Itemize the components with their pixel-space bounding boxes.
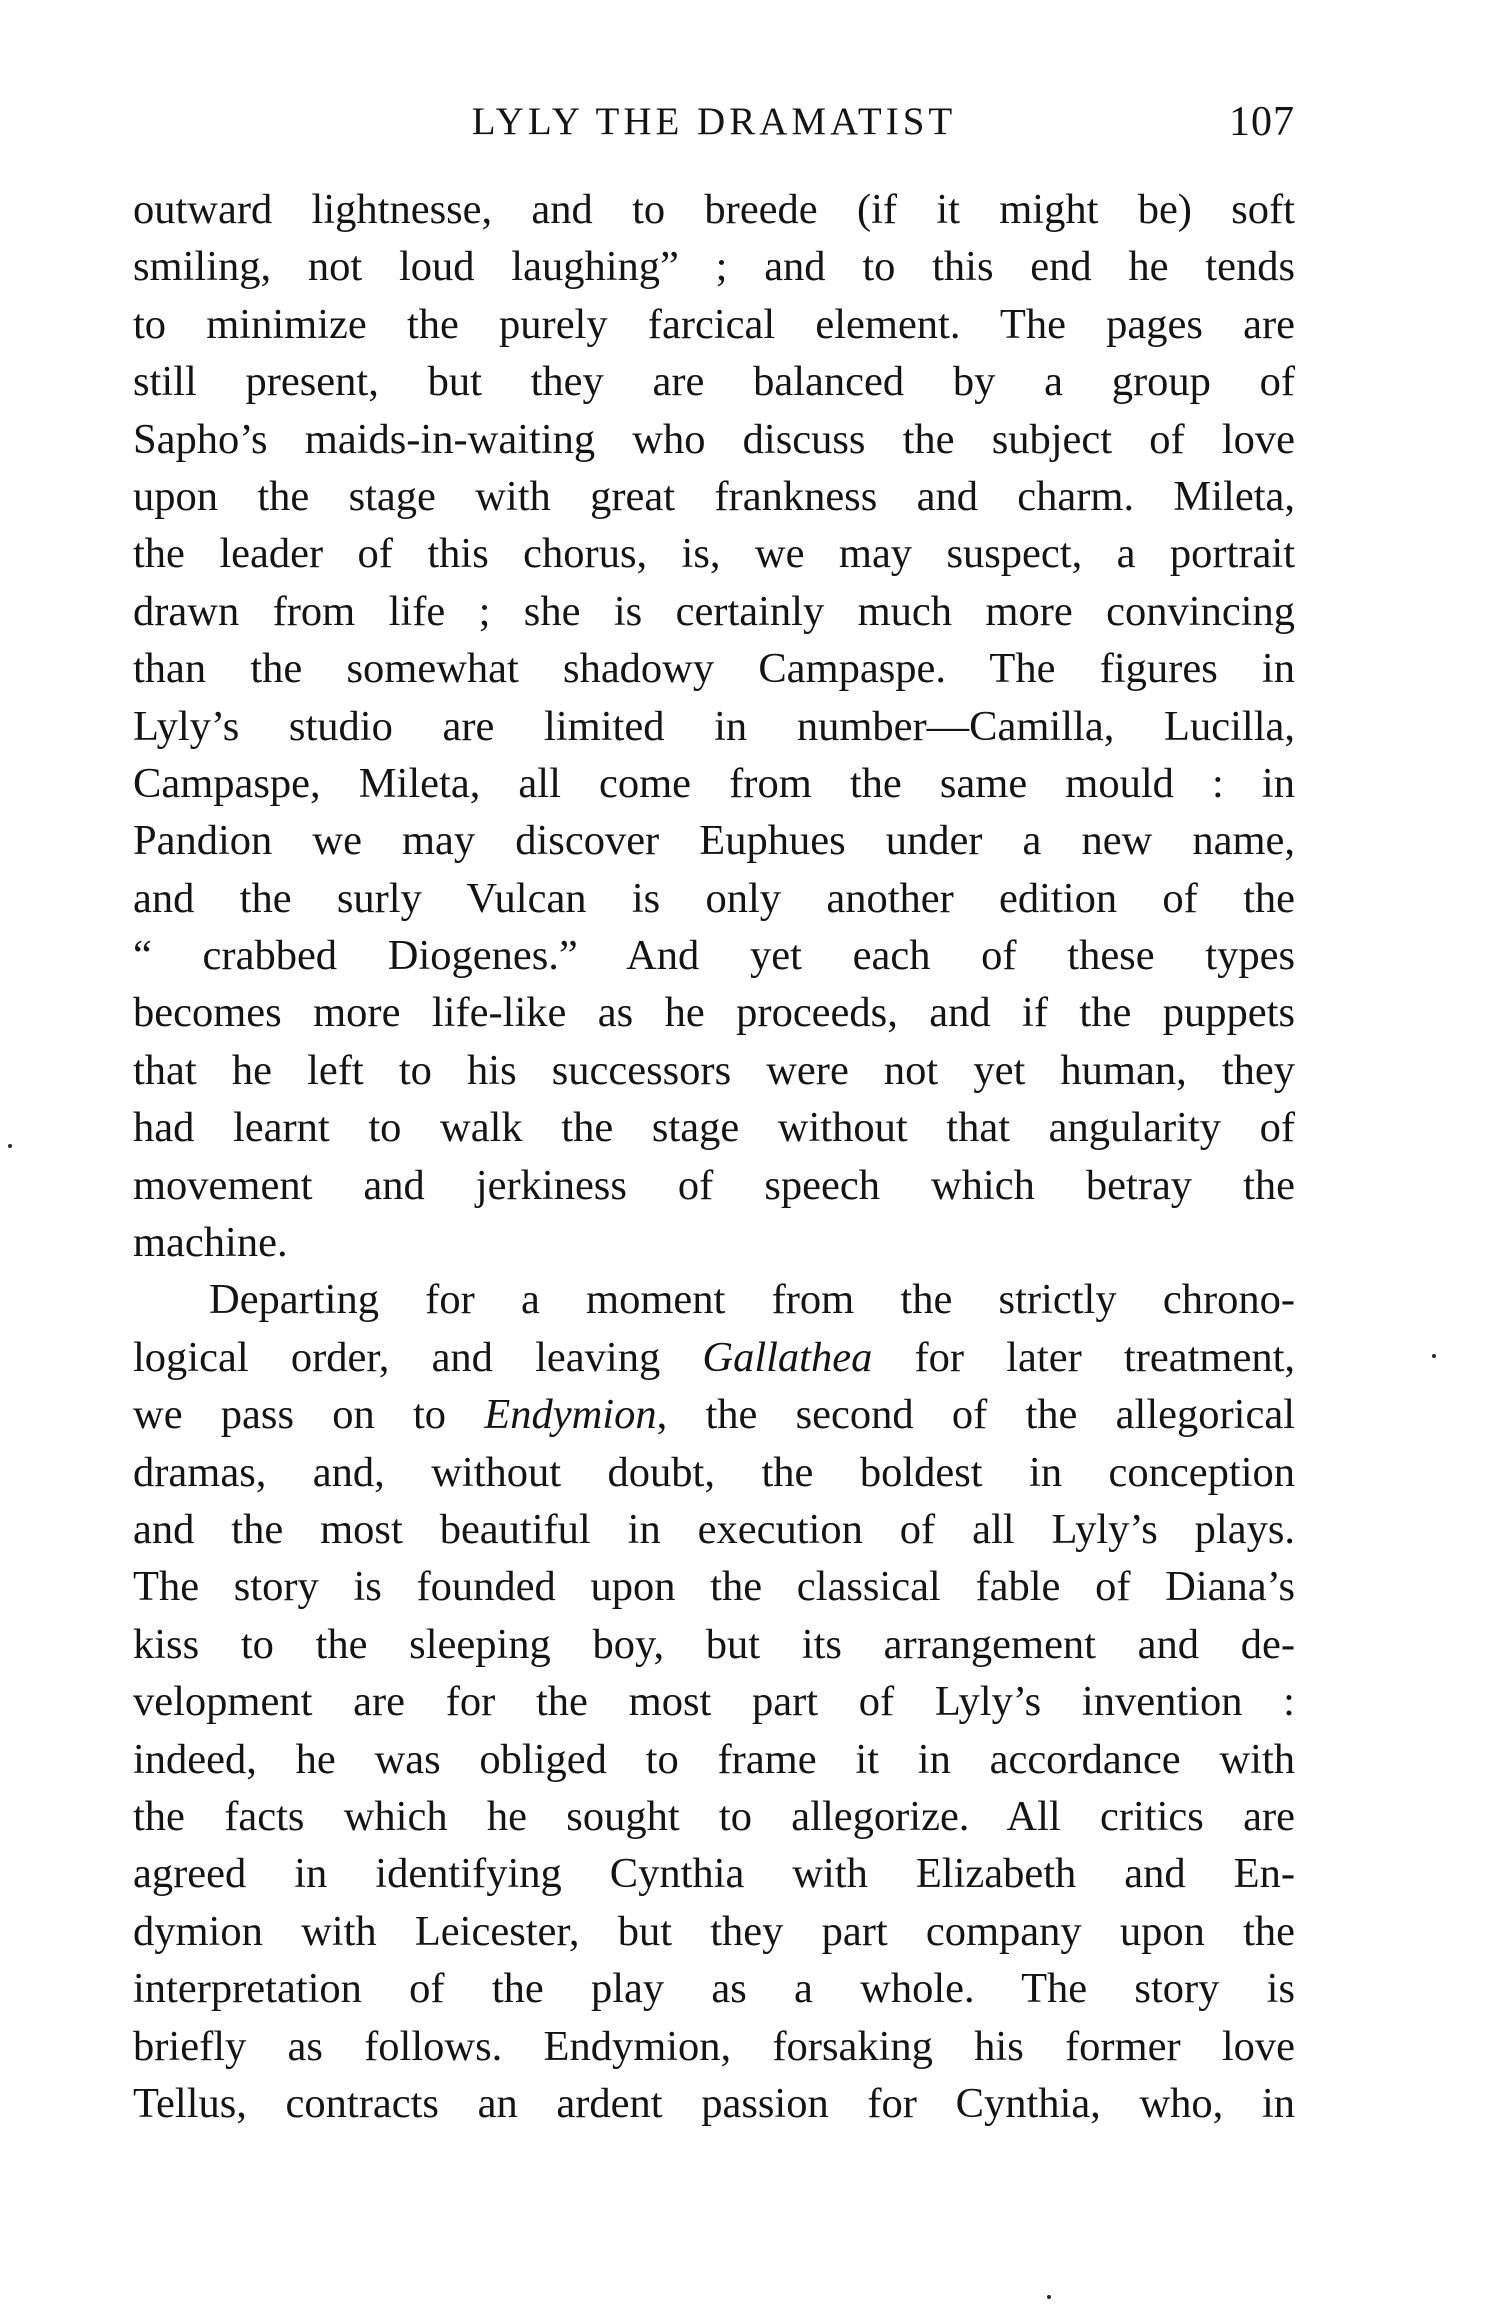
text-line: The story is founded upon the classical fable of Diana’s xyxy=(133,1563,1295,1611)
body-text xyxy=(133,181,1295,2132)
play-title-endymion: Endymion xyxy=(484,1391,657,1439)
stray-mark xyxy=(1432,1354,1436,1358)
text-line xyxy=(133,1386,1295,1443)
text-line: dymion with Leicester, but they part company upon the xyxy=(133,1907,1295,1955)
text-line: Departing for a moment from the strictly chrono- xyxy=(209,1276,1295,1324)
text-line: agreed in identifying Cynthia with Elizabeth and En- xyxy=(133,1850,1295,1898)
text-run: , the second of the allegorical xyxy=(656,1391,1295,1439)
text-line: and the most beautiful in execution of all Lyly’s plays. xyxy=(133,1505,1295,1553)
running-title: LYLY THE DRAMATIST xyxy=(471,100,957,143)
page-number: 107 xyxy=(1229,99,1295,145)
text-line: Sapho’s maids-in-waiting who discuss the subject of love xyxy=(133,415,1295,463)
text-line: upon the stage with great frankness and charm. Mileta, xyxy=(133,472,1295,520)
text-line xyxy=(133,1329,1295,1386)
stray-mark xyxy=(8,1144,12,1148)
text-run: logical order, and leaving xyxy=(133,1333,703,1381)
text-line: smiling, not loud laughing” ; and to this end he tends xyxy=(133,243,1295,291)
text-line: still present, but they are balanced by a group of xyxy=(133,358,1295,406)
running-head xyxy=(133,92,1295,152)
stray-mark xyxy=(1047,2295,1051,2299)
text-line: “ crabbed Diogenes.” And yet each of these types xyxy=(133,932,1295,980)
text-line: outward lightnesse, and to breede (if it might be) soft xyxy=(133,186,1295,233)
text-line: than the somewhat shadowy Campaspe. The figures in xyxy=(133,645,1295,693)
text-line: the leader of this chorus, is, we may suspect, a portrait xyxy=(133,530,1295,578)
text-line: that he left to his successors were not yet human, they xyxy=(133,1046,1295,1094)
text-line: velopment are for the most part of Lyly’s invention : xyxy=(133,1678,1295,1726)
text-run: for later treatment, xyxy=(872,1333,1296,1381)
text-line: indeed, he was obliged to frame it in accordance with xyxy=(133,1735,1295,1783)
text-line: interpretation of the play as a whole. The story is xyxy=(133,1965,1295,2013)
text-line: to minimize the purely farcical element. The pages are xyxy=(133,300,1295,348)
play-title-gallathea: Gallathea xyxy=(702,1333,873,1381)
text-line: machine. xyxy=(133,1219,288,1267)
text-line: the facts which he sought to allegorize. All critics are xyxy=(133,1792,1295,1840)
text-line: and the surly Vulcan is only another edition of the xyxy=(133,874,1295,922)
text-line: Pandion we may discover Euphues under a new name, xyxy=(133,817,1295,865)
text-line: briefly as follows. Endymion, forsaking his former love xyxy=(133,2022,1295,2070)
text-line: dramas, and, without doubt, the boldest in conception xyxy=(133,1448,1295,1496)
text-line: drawn from life ; she is certainly much more convincing xyxy=(133,587,1295,635)
text-line: Campaspe, Mileta, all come from the same mould : in xyxy=(133,759,1295,807)
text-line: had learnt to walk the stage without that angularity of xyxy=(133,1104,1295,1152)
text-line: Tellus, contracts an ardent passion for Cynthia, who, in xyxy=(133,2079,1295,2127)
text-line: Lyly’s studio are limited in number—Camilla, Lucilla, xyxy=(133,702,1295,750)
text-run: we pass on to xyxy=(133,1391,485,1439)
text-line: becomes more life-like as he proceeds, and if the puppets xyxy=(133,989,1295,1037)
text-line: movement and jerkiness of speech which betray the xyxy=(133,1161,1295,1209)
text-line: kiss to the sleeping boy, but its arrangement and de- xyxy=(133,1620,1295,1668)
